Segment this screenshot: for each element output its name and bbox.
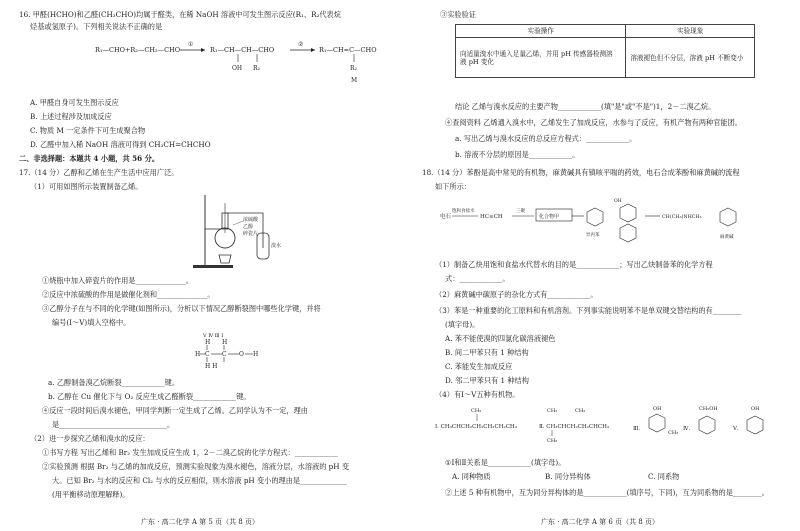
oh-label: OH — [232, 65, 243, 72]
q17-a: a. 乙醇制备溴乙烷断裂____________键。 — [48, 378, 180, 387]
q17-item4-line2: 是______________________________。 — [52, 420, 175, 429]
flow-acetylene: HC≡CH — [480, 214, 503, 220]
label-bromine-water: 溴水 — [271, 243, 282, 249]
q18-stem2: 如下所示： — [435, 182, 471, 191]
q16-stem-line2: 烃基或氢原子)。下列相关说法不正确的是 — [30, 22, 163, 31]
flow-oh: OH — [614, 199, 622, 204]
q18-part1b: 式：____________。 — [445, 274, 510, 283]
oh-iii: OH — [653, 406, 662, 412]
flow-trimerization: 三聚 — [516, 209, 525, 214]
q18-sub1-option-b: B. 同分异构体 — [545, 472, 591, 481]
h-left: H — [195, 351, 201, 358]
page-footer-right: 广东 · 高二化学 A 第 6 页（共 8 页） — [541, 518, 659, 527]
q18-part1: （1）制备乙炔用饱和食盐水代替水的目的是____________；写出乙炔制备苯的化学方程 — [435, 260, 713, 269]
compound-ii: Ⅱ. CH₃CHCH₂CH₂CHCH₃ — [539, 424, 610, 430]
right-page — [400, 0, 800, 531]
oh-v: OH — [751, 406, 760, 412]
label-iii: Ⅲ. — [633, 426, 641, 432]
label-conc-sulfuric: 浓硫酸 — [243, 217, 259, 223]
ch3-ii-sub1: CH₃ — [547, 408, 558, 414]
q17-item3-line1: ③乙醇分子在与不同的化学键(如图所示)，分析以下情况乙醇断裂图中哪些化学键，并将 — [42, 304, 321, 313]
q16-stem-line1: 16. 甲醛(HCHO)和乙醛(CH₃CHO)均属于醛类，在稀 NaOH 溶液中可发生图示反应(R₁、R₂代表烷 — [19, 10, 341, 19]
q17-item3-line2: 编号(Ⅰ～Ⅴ)填入空格中。 — [52, 318, 131, 327]
q18-part3: （3）苯是一种重要的化工原料和有机溶剂。下列事实能说明苯不是单双键交替结构的有________ — [435, 306, 742, 315]
flow-cumene: 异丙苯 — [586, 233, 600, 238]
q17-item8: (用平衡移动原理解释)。 — [52, 490, 130, 499]
flow-ephedrine: 麻黄碱 — [720, 235, 734, 240]
q18-part4: （4）有Ⅰ～Ⅴ五种有机物。 — [435, 390, 520, 399]
q17-item1: ①烧瓶中加入碎瓷片的作用是______________。 — [42, 276, 193, 285]
q17-stem: 17.（14 分）乙醇和乙烯在生产生活中应用广泛。 — [19, 168, 179, 177]
q18-option-d: D. 邻二甲苯只有 1 种结构 — [445, 376, 529, 385]
table-header-operation: 实验操作 — [456, 25, 626, 38]
q17-b: b. 乙醇在 Cu 催化下与 O₂ 反应生成乙醛断裂____________键。 — [48, 392, 251, 401]
ethylene-apparatus — [185, 193, 295, 273]
research-a: a. 写出乙烯与溴水反应的总反应方程式：____________。 — [455, 134, 637, 143]
q17-item7: 大。已知 Br₂ 与水的反应和 Cl₂ 与水的反应相似，则水溶液 pH 变小的理由是_____________ — [52, 476, 347, 485]
q18-part3b: (填字母)。 — [445, 320, 480, 329]
flow-calcium-carbide: 电石 — [440, 214, 452, 220]
step1-label: ① — [188, 41, 194, 48]
step2-label: ② — [298, 41, 304, 48]
m-label: M — [351, 77, 358, 84]
ch3-ii-sub3: CH₃ — [547, 438, 558, 444]
q16-option-a: A. 甲醛自身可发生图示反应 — [30, 98, 119, 107]
reactants: R₁—CHO+R₂—CH₂—CHO — [95, 46, 181, 54]
ethanol-structure — [195, 330, 275, 375]
table-cell-operation: 向适量溴水中通入足量乙烯，并用 pH 传感器检测溶 液 pH 变化 — [456, 38, 626, 78]
q17-part2: （2）进一步探究乙烯和溴水的反应： — [30, 434, 150, 443]
q16-reaction-scheme — [25, 34, 385, 89]
label-iv: Ⅳ. — [683, 426, 691, 432]
h-bottom: H H — [205, 363, 218, 370]
q17-item5: ①书写方程 写出乙烯和 Br₂ 发生加成反应生成 1，2－二溴乙烷的化学方程式：____________ — [42, 448, 338, 457]
q16-option-b: B. 上述过程涉及加成反应 — [30, 112, 112, 121]
r2-label-b: R₂ — [350, 65, 357, 72]
h-top-2: H — [222, 339, 228, 346]
flow-brine: 饱和食盐水 — [452, 209, 475, 214]
q18-sub2: ②上述 5 种有机物中，互为同分异构体的是____________(填序号，下同)，互为同系物的是________。 — [445, 488, 769, 497]
q18-part2: （2）麻黄碱中碳原子的杂化方式有____________。 — [435, 290, 598, 299]
flow-side-chain: CH(CH₃)NHCH₃ — [662, 215, 702, 220]
research-line: ④查阅资料 乙烯通入溴水中，乙烯发生了加成反应，水参与了反应，有机产物有两种官能团。 — [445, 118, 742, 127]
flow-compound-a: 化合物甲 — [539, 214, 560, 220]
q18-sub1-option-a: A. 同种物质 — [452, 472, 491, 481]
q16-option-c: C. 物质 M 一定条件下可生成聚合物 — [30, 126, 146, 135]
q17-item4-line1: ④反应一段时间后溴水褪色，甲同学判断一定生成了乙烯。乙同学认为不一定，理由 — [42, 406, 308, 415]
organic-structures — [435, 404, 795, 456]
q17-item2: ②反应中浓硫酸的作用是做催化剂和______________。 — [42, 290, 215, 299]
ch3-i-sub: CH₃ — [471, 408, 482, 414]
q16-option-d: D. 乙醛中加入稀 NaOH 溶液可得到 CH₃CH=CHCHO — [30, 140, 211, 149]
r2-label-a: R₂ — [253, 65, 260, 72]
q18-sub1: ①Ⅰ和Ⅱ关系是____________(填字母)。 — [445, 458, 566, 467]
label-ethanol: 乙醇 — [243, 224, 254, 230]
ch3-iii: CH₃ — [668, 430, 679, 436]
experiment-table — [455, 24, 755, 78]
bond-labels: Ⅴ Ⅳ Ⅲ Ⅰ — [203, 333, 224, 339]
q18-sub1-option-c: C. 同系物 — [648, 472, 680, 481]
conclusion-line: 结论 乙烯与溴水反应的主要产物____________(填"是"或"不是")1，2－二溴乙烷。 — [455, 102, 716, 111]
page-footer-left: 广东 · 高二化学 A 第 5 页（共 8 页） — [141, 518, 259, 527]
product-m: R₁—CH=C—CHO — [319, 46, 377, 54]
oxygen: O — [239, 351, 244, 358]
carbon-2: C — [222, 351, 227, 358]
experiment-heading: ③实验验证 — [440, 10, 476, 19]
label-porcelain: 碎瓷片 — [243, 231, 259, 237]
intermediate: R₁—CH—CH—CHO — [210, 46, 275, 54]
ch3-ii-sub2: CH₃ — [575, 408, 586, 414]
section-2-title: 二、非选择题：本题共 4 小题，共 56 分。 — [19, 154, 160, 163]
q18-option-b: B. 间二甲苯只有 1 种结构 — [445, 348, 529, 357]
q18-option-c: C. 苯能发生加成反应 — [445, 362, 513, 371]
q17-item6: ②实验预测 根据 Br₂ 与乙烯的加成反应，预测实验现象为溴水褪色，溶液分层，水溶液的 pH 变 — [42, 462, 350, 471]
label-v: Ⅴ. — [733, 426, 739, 432]
compound-i: Ⅰ. CH₃CHCH₂CH₂CH₂CH₂CH₃ — [435, 424, 517, 430]
h-top-1: H — [205, 339, 211, 346]
research-b: b. 溶液不分层的原因是____________。 — [455, 150, 580, 159]
table-header-phenomenon: 实验现象 — [626, 25, 755, 38]
q18-option-a: A. 苯不能使溴的四氯化碳溶液褪色 — [445, 334, 556, 343]
table-cell-phenomenon: 溶液褪色但不分层，溶液 pH 不断变小 — [626, 38, 755, 78]
q18-stem: 18.（14 分）苯酚是高中常见的有机物，麻黄碱具有镇咳平喘的药效，电石合成苯酚和麻黄碱的流程 — [422, 168, 740, 177]
q18-flow-scheme — [440, 196, 780, 251]
h-hydroxyl: H — [253, 351, 259, 358]
carbon-1: C — [205, 351, 210, 358]
ch2oh-iv: CH₂OH — [699, 406, 718, 412]
q17-part1: （1）可用如图所示装置制备乙烯。 — [30, 182, 143, 191]
